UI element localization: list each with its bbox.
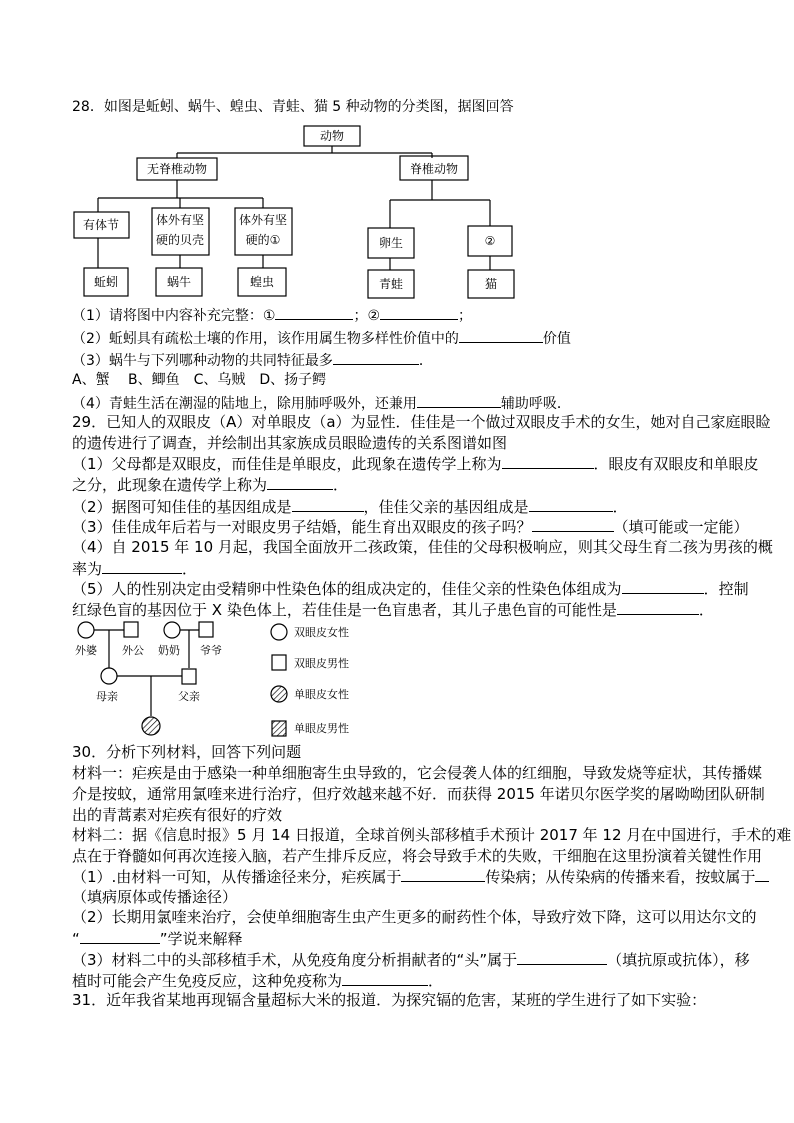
legend-double-male-symbol <box>272 655 286 670</box>
animal-classification-diagram <box>70 120 520 302</box>
q29-part1-line1: （1）父母都是双眼皮，而佳佳是单眼皮，此现象在遗传学上称为 ．眼皮有双眼皮和单眼皮 <box>72 455 759 473</box>
pedigree-yeye-symbol <box>199 622 213 637</box>
diagram-leaf-snail: 蜗牛 <box>166 275 192 289</box>
pedigree-waigong-label: 外公 <box>122 644 144 657</box>
legend-double-female-symbol <box>271 624 287 640</box>
q29-part5-line2: 红绿色盲的基因位于 X 染色体上，若佳佳是一色盲患者，其儿子患色盲的可能性是 ． <box>72 601 714 619</box>
diagram-exo-line1: 体外有坚 <box>238 213 288 227</box>
q28-part1: （1）请将图中内容补充完整：① ；② ； <box>72 308 473 324</box>
diagram-invertebrate: 无脊椎动物 <box>146 162 208 176</box>
q29-part3: （3）佳佳成年后若与一对眼皮男子结婚，能生育出双眼皮的孩子吗？ （填可能或一定能） <box>72 518 749 536</box>
diagram-blank-2: ② <box>484 234 496 248</box>
answer-blank[interactable] <box>622 580 704 594</box>
q30-material1-line1: 材料一：疟疾是由于感染一种单细胞寄生虫导致的，它会侵袭人体的红细胞，导致发烧等症状，其传播媒 <box>72 764 763 782</box>
answer-blank[interactable] <box>532 518 614 532</box>
answer-blank[interactable] <box>292 498 364 512</box>
q30-material1-line2: 介是按蚊，通常用氯喹来进行治疗，但疗效越来越不好．而获得 2015 年诺贝尔医学奖的屠呦呦团队研制 <box>72 785 765 803</box>
q28-part3: （3）蜗牛与下列哪种动物的共同特征最多 ． <box>72 353 433 369</box>
pedigree-chart <box>72 618 432 742</box>
answer-blank[interactable] <box>333 351 419 365</box>
diagram-leaf-earthworm: 蚯蚓 <box>93 275 119 289</box>
q30-part1-line1: （1）.由材料一可知，从传播途径来分，疟疾属于 传染病；从传染病的传播来看，按蚊属于 <box>72 868 769 886</box>
answer-blank[interactable] <box>342 972 428 986</box>
pedigree-nainai-label: 奶奶 <box>158 644 180 657</box>
q30-material1-line3: 出的青蒿素对疟疾有很好的疗效 <box>72 806 283 824</box>
diagram-leaf-cat: 猫 <box>484 277 498 291</box>
pedigree-nainai-symbol <box>164 622 180 638</box>
q30-part1-line2: （填病原体或传播途径） <box>72 888 238 906</box>
answer-blank[interactable] <box>502 455 594 469</box>
pedigree-waipo-label: 外婆 <box>75 644 97 657</box>
diagram-oviparous: 卵生 <box>378 236 404 250</box>
answer-blank[interactable] <box>459 329 543 343</box>
diagram-exo-line2: 硬的① <box>245 233 281 247</box>
diagram-leaf-frog: 青蛙 <box>378 277 404 291</box>
answer-blank[interactable] <box>380 306 458 320</box>
q29-stem-line2: 的遗传进行了调查，并绘制出其家族成员眼睑遗传的关系图谱如图 <box>72 434 508 452</box>
q31-stem: 31．近年我省某地再现镉含量超标大米的报道．为探究镉的危害，某班的学生进行了如下实验： <box>72 991 707 1009</box>
diagram-segmented: 有体节 <box>82 218 120 232</box>
answer-blank[interactable] <box>80 930 160 944</box>
q30-material2-line1: 材料二：据《信息时报》5 月 14 日报道，全球首例头部移植手术预计 2017 年 12 月在中国进行，手术的难 <box>72 826 792 844</box>
answer-blank[interactable] <box>267 476 333 490</box>
diagram-vertebrate: 脊椎动物 <box>409 162 459 176</box>
pedigree-yeye-label: 爷爷 <box>200 644 222 657</box>
legend-double-male-label: 双眼皮男性 <box>294 657 349 670</box>
q29-part1-line2: 之分，此现象在遗传学上称为 ． <box>72 476 349 494</box>
q30-part3-line1: （3）材料二中的头部移植手术，从免疫角度分析捐献者的“头”属于 （填抗原或抗体），移 <box>72 951 750 969</box>
pedigree-father-symbol <box>182 669 196 684</box>
answer-blank[interactable] <box>755 868 769 882</box>
answer-blank[interactable] <box>275 306 353 320</box>
q28-part4: （4）青蛙生活在潮湿的陆地上，除用肺呼吸外，还兼用 辅助呼吸． <box>72 396 571 412</box>
q29-part5-line1: （5）人的性别决定由受精卵中性染色体的组成决定的，佳佳父亲的性染色体组成为 ．控制 <box>72 580 749 598</box>
legend-double-female-label: 双眼皮女性 <box>294 626 349 639</box>
diagram-shell-line2: 硬的贝壳 <box>155 233 205 247</box>
diagram-leaf-locust: 蝗虫 <box>249 275 275 289</box>
answer-blank[interactable] <box>401 868 485 882</box>
pedigree-jiajia-symbol <box>142 717 160 735</box>
pedigree-father-label: 父亲 <box>178 690 200 703</box>
answer-blank[interactable] <box>617 601 699 615</box>
answer-blank[interactable] <box>417 394 501 408</box>
q30-part3-line2: 植时可能会产生免疫反应，这种免疫称为 ． <box>72 972 444 990</box>
legend-single-female-label: 单眼皮女性 <box>294 688 349 701</box>
q30-stem: 30．分析下列材料，回答下列问题 <box>72 743 302 761</box>
pedigree-waipo-symbol <box>78 622 94 638</box>
q28-stem: 28．如图是蚯蚓、蜗牛、蝗虫、青蛙、猫 5 种动物的分类图，据图回答 <box>72 99 514 115</box>
diagram-shell-line1: 体外有坚 <box>155 213 205 227</box>
answer-blank[interactable] <box>102 560 182 574</box>
pedigree-waigong-symbol <box>124 622 138 637</box>
q30-part2-line1: （2）长期用氯喹来治疗，会使单细胞寄生虫产生更多的耐药性个体，导致疗效下降，这可以用达尔文的 <box>72 908 757 926</box>
diagram-root: 动物 <box>319 129 345 143</box>
q29-part4-line2: 率为 ． <box>72 560 198 578</box>
q30-part2-line2: “ ”学说来解释 <box>72 930 243 948</box>
answer-blank[interactable] <box>529 498 613 512</box>
legend-single-male-symbol <box>272 721 286 736</box>
pedigree-mother-symbol <box>101 668 117 684</box>
q29-part4-line1: （4）自 2015 年 10 月起，我国全面放开二孩政策，佳佳的父母积极响应，则其父母生育二孩为男孩的概 <box>72 538 773 556</box>
q28-part2: （2）蚯蚓具有疏松土壤的作用，该作用属生物多样性价值中的 价值 <box>72 331 571 347</box>
legend-single-male-label: 单眼皮男性 <box>294 722 349 735</box>
q28-options: A、蟹 B、鲫鱼 C、乌贼 D、扬子鳄 <box>72 372 327 388</box>
pedigree-mother-label: 母亲 <box>96 690 118 703</box>
q29-stem-line1: 29．已知人的双眼皮（A）对单眼皮（a）为显性．佳佳是一个做过双眼皮手术的女生，她对自己家庭眼睑 <box>72 413 771 431</box>
legend-single-female-symbol <box>271 686 287 702</box>
answer-blank[interactable] <box>517 951 607 965</box>
q30-material2-line2: 点在于脊髓如何再次连接入脑，若产生排斥反应，将会导致手术的失败，干细胞在这里扮演着关键性作用 <box>72 847 763 865</box>
q29-part2: （2）据图可知佳佳的基因组成是 ，佳佳父亲的基因组成是 ． <box>72 498 628 516</box>
